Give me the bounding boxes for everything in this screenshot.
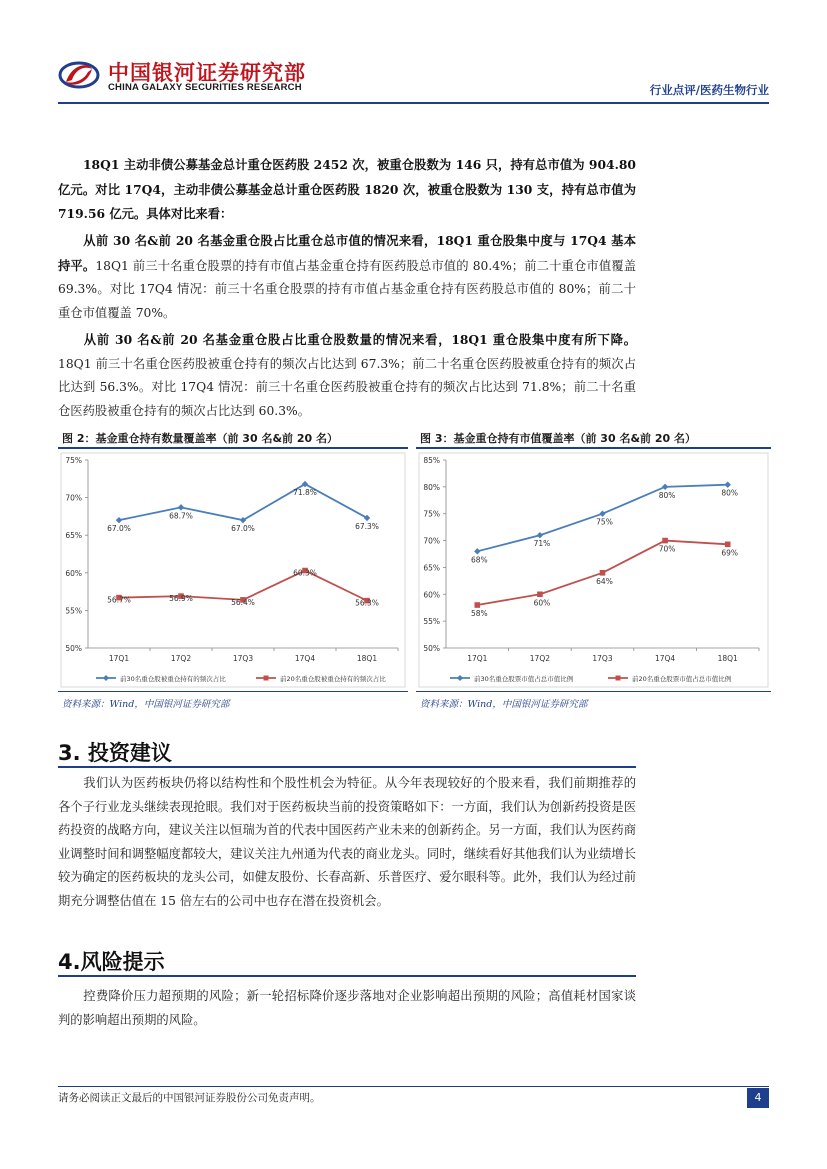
page-number: 4	[747, 1088, 769, 1108]
y-tick-label: 50%	[423, 644, 440, 653]
y-tick-label: 50%	[65, 644, 82, 653]
x-tick-label: 17Q4	[654, 654, 676, 663]
data-label: 80%	[721, 488, 739, 498]
data-label: 70%	[658, 544, 676, 554]
brand-name-cn: 中国银河证券研究部	[108, 61, 306, 85]
y-tick-label: 55%	[65, 606, 82, 616]
data-point	[599, 511, 605, 517]
data-label: 67.3%	[355, 521, 379, 531]
holding-count-detail: 18Q1 前三十名重仓医药股被重仓持有的频次占比达到 67.3%；前二十名重仓医药股被重仓持有的频次占比达到 56.3%。对比 17Q4 情况：前三十名重仓医药股被重仓持有的频次占比达到 71.8%；前二十名重仓医药股被重仓持有的频次占比达到 60.3%。	[58, 356, 636, 418]
section-4-title: 风险提示	[80, 950, 165, 974]
section-4-rule	[58, 975, 636, 977]
y-tick-label: 75%	[65, 456, 82, 465]
data-point	[725, 482, 731, 488]
section-4-heading	[58, 946, 165, 976]
footer-disclaimer: 请务必阅读正文最后的中国银河证券股份公司免责声明。	[58, 1092, 321, 1104]
data-label: 80%	[658, 490, 676, 500]
brand-name-en: CHINA GALAXY SECURITIES RESEARCH	[108, 82, 302, 93]
data-label: 68%	[470, 555, 488, 565]
data-label: 56.3%	[355, 598, 379, 608]
figure-3-rule	[416, 447, 771, 449]
chart-frame	[61, 453, 405, 687]
x-tick-label: 17Q3	[232, 654, 254, 663]
paragraph-market-value	[58, 229, 636, 325]
holding-count-lead: 从前 30 名&前 20 名基金重仓股占比重仓股数量的情况来看，18Q1 重仓股集中度有所下降。	[83, 332, 636, 347]
data-point	[475, 602, 481, 608]
data-label: 68.7%	[169, 511, 193, 521]
data-point	[537, 591, 543, 597]
y-tick-label: 60%	[423, 590, 440, 600]
y-tick-label: 75%	[423, 509, 440, 519]
data-point	[116, 517, 122, 523]
legend-label: 前20名重仓股被重仓持有的频次占比	[280, 675, 386, 683]
data-label: 58%	[470, 609, 488, 619]
x-tick-label: 17Q2	[170, 654, 192, 663]
data-point	[600, 570, 606, 576]
section-3-title: 投资建议	[87, 741, 172, 765]
x-tick-label: 17Q3	[592, 654, 613, 663]
header-divider	[58, 102, 769, 104]
galaxy-logo-icon	[58, 60, 100, 90]
section-3-body	[58, 772, 636, 913]
data-label: 56.7%	[107, 595, 131, 605]
data-point	[725, 542, 731, 548]
market-value-lead: 从前 30 名&前 20 名基金重仓股占比重仓总市值的情况来看，18Q1 重仓股集中度与 17Q4 基本持平。	[58, 233, 636, 273]
section-4-body	[58, 985, 636, 1032]
series-line	[119, 484, 367, 520]
report-category: 行业点评/医药生物行业	[649, 83, 769, 97]
data-point	[474, 548, 480, 554]
y-tick-label: 70%	[423, 536, 440, 546]
y-tick-label: 80%	[423, 482, 440, 492]
y-tick-label: 85%	[423, 456, 440, 465]
x-tick-label: 17Q4	[294, 654, 316, 663]
figure-3-chart	[416, 450, 771, 690]
x-tick-label: 18Q1	[356, 654, 378, 663]
chart-frame	[419, 453, 768, 687]
figure-2-chart	[58, 450, 408, 690]
x-tick-label: 17Q2	[529, 654, 551, 663]
legend-marker	[616, 676, 621, 681]
section-3-rule	[58, 766, 636, 768]
figure-3-source: 资料来源：Wind，中国银河证券研究部	[420, 699, 588, 710]
data-label: 67.0%	[231, 524, 255, 534]
figure-2-caption: 图 2：基金重仓持有数量覆盖率（前 30 名&前 20 名）	[62, 432, 339, 445]
data-label: 56.4%	[231, 597, 255, 607]
figure-2-bottom-rule	[58, 691, 408, 692]
market-value-detail: 18Q1 前三十名重仓股票的持有市值占基金重仓持有医药股总市值的 80.4%；前二十重仓市值覆盖 69.3%。对比 17Q4 情况：前三十名重仓股票的持有市值占基金重仓持有医药股总市值的 80%；前二十重仓市值覆盖 70%。	[58, 258, 636, 320]
x-tick-label: 18Q1	[717, 654, 738, 663]
x-tick-label: 17Q1	[108, 654, 130, 663]
y-tick-label: 55%	[423, 617, 440, 627]
paragraph-summary	[58, 153, 636, 227]
legend-label: 前30名重仓股被重仓持有的频次占比	[120, 675, 226, 683]
summary-text: 18Q1 主动非债公募基金总计重仓医药股 2452 次，被重仓股数为 146 只，持有总市值为 904.80 亿元。对比 17Q4，主动非债公募基金总计重仓医药股 1820 次，被重仓股数为 130 支，持有总市值为 719.56 亿元。具体对比来看：	[58, 157, 636, 221]
legend-label: 前20名重仓股票市值占总市值比例	[632, 675, 732, 683]
legend-label: 前30名重仓股票市值占总市值比例	[474, 675, 574, 683]
section-3-text: 我们认为医药板块仍将以结构性和个股性机会为特征。从今年表现较好的个股来看，我们前期推荐的各个子行业龙头继续表现抢眼。我们对于医药板块当前的投资策略如下：一方面，我们认为创新药投资是医药投资的战略方向，建议关注以恒瑞为首的代表中国医药产业未来的创新药企。另一方面，我们认为医药商业调整时间和调整幅度都较大，建议关注九州通为代表的商业龙头。同时，继续看好其他我们认为业绩增长较为确定的医药板块的龙头公司，如健友股份、长春高新、乐普医疗、爱尔眼科等。此外，我们认为经过前期充分调整估值在 15 倍左右的公司中也存在潜在投资机会。	[58, 776, 636, 908]
data-point	[662, 538, 668, 544]
y-tick-label: 65%	[423, 563, 440, 573]
data-label: 69%	[721, 548, 739, 558]
data-point	[537, 532, 543, 538]
paragraph-holding-count	[58, 328, 636, 423]
data-label: 67.0%	[107, 524, 131, 534]
x-tick-label: 17Q1	[467, 654, 488, 663]
data-label: 60.3%	[293, 568, 317, 578]
figure-3-caption: 图 3：基金重仓持有市值覆盖率（前 30 名&前 20 名）	[420, 432, 697, 445]
data-label: 71%	[533, 539, 551, 549]
section-4-number: 4.	[58, 950, 81, 974]
section-3-heading	[58, 737, 172, 767]
section-4-text: 控费降价压力超预期的风险；新一轮招标降价逐步落地对企业影响超出预期的风险；高值耗材国家谈判的影响超出预期的风险。	[58, 989, 636, 1027]
data-label: 64%	[596, 576, 613, 586]
legend-marker	[103, 675, 109, 681]
legend-marker	[457, 675, 463, 681]
data-point	[662, 484, 668, 490]
section-3-number: 3.	[58, 741, 81, 765]
data-label: 75%	[596, 517, 613, 527]
data-label: 56.9%	[169, 594, 193, 604]
y-tick-label: 65%	[65, 531, 82, 541]
y-tick-label: 60%	[65, 568, 82, 578]
legend-marker	[264, 676, 269, 681]
data-label: 71.8%	[293, 488, 317, 498]
figure-2-source: 资料来源：Wind，中国银河证券研究部	[62, 699, 230, 710]
footer-divider	[58, 1086, 769, 1087]
data-label: 60%	[533, 598, 551, 608]
figure-3-bottom-rule	[416, 691, 771, 692]
figure-2-rule	[58, 447, 408, 449]
y-tick-label: 70%	[65, 493, 82, 503]
data-point	[178, 504, 184, 510]
